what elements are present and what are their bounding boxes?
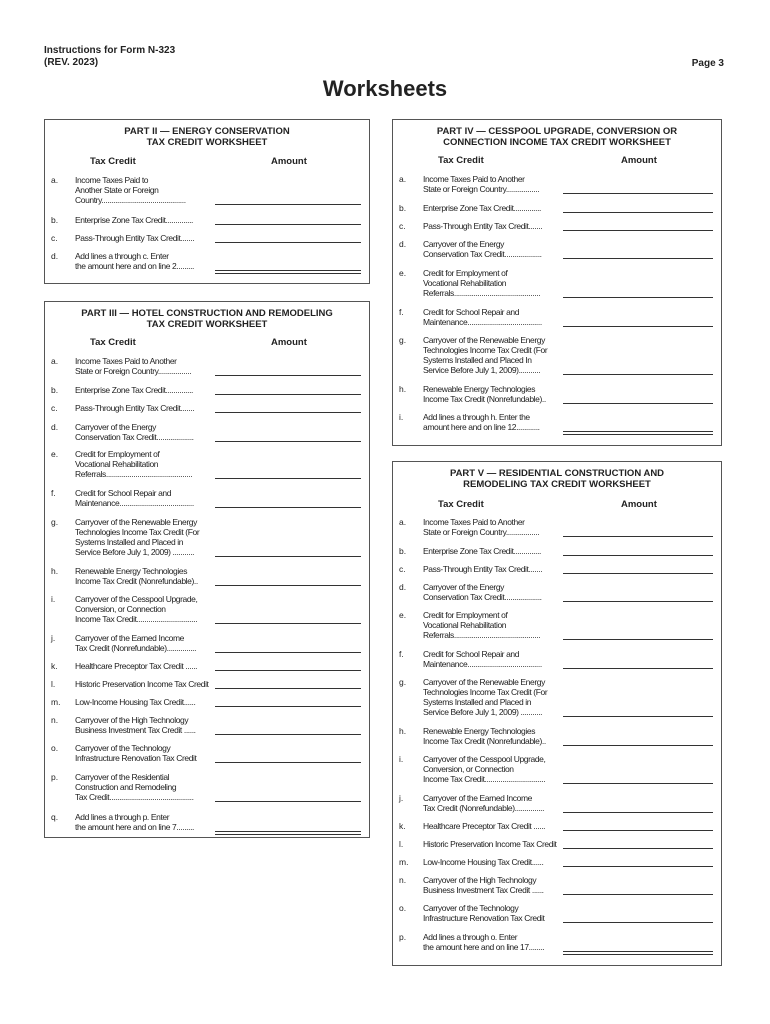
line-description: Low-Income Housing Tax Credit...... <box>423 857 544 867</box>
page-number: Page 3 <box>691 58 724 69</box>
line-letter: i. <box>399 412 404 422</box>
line-letter: a. <box>51 356 59 366</box>
line-letter: p. <box>399 932 407 942</box>
line-letter: b. <box>51 385 59 395</box>
amount-field[interactable] <box>563 866 713 867</box>
amount-field[interactable] <box>563 601 713 602</box>
amount-field[interactable] <box>563 374 713 375</box>
line-description: Historic Preservation Income Tax Credit <box>75 679 209 689</box>
line-letter: a. <box>399 517 407 527</box>
amount-column-header: Amount <box>271 156 307 167</box>
amount-field[interactable] <box>215 801 361 802</box>
line-description: Add lines a through h. Enter the amount here and on line 12............ <box>423 412 540 432</box>
line-letter: p. <box>51 772 59 782</box>
tax-credit-column-header: Tax Credit <box>90 156 136 167</box>
line-letter: c. <box>51 233 58 243</box>
line-description: Carryover of the Energy Conservation Tax Credit................... <box>75 422 194 442</box>
line-letter: i. <box>51 594 56 604</box>
part4-worksheet <box>392 119 722 446</box>
line-description: Carryover of the Earned Income Tax Credit (Nonrefundable)............... <box>75 633 197 653</box>
line-letter: e. <box>399 610 407 620</box>
line-description: Carryover of the Technology Infrastructure Renovation Tax Credit <box>423 903 545 923</box>
line-description: Credit for Employment of Vocational Rehabilitation Referrals............................................ <box>423 610 541 640</box>
line-description: Carryover of the Earned Income Tax Credit (Nonrefundable)............... <box>423 793 545 813</box>
line-letter: b. <box>51 215 59 225</box>
line-description: Healthcare Preceptor Tax Credit ...... <box>75 661 198 671</box>
part3-title: PART III — HOTEL CONSTRUCTION AND REMODELING TAX CREDIT WORKSHEET <box>81 308 333 330</box>
line-description: Credit for Employment of Vocational Rehabilitation Referrals............................................ <box>423 268 541 298</box>
line-letter: g. <box>399 335 407 345</box>
amount-field[interactable] <box>563 297 713 298</box>
part4-title: PART IV — CESSPOOL UPGRADE, CONVERSION OR CONNECTION INCOME TAX CREDIT WORKSHEET <box>436 126 678 148</box>
form-revision: (REV. 2023) <box>44 57 99 68</box>
amount-field[interactable] <box>215 670 361 671</box>
line-description: Renewable Energy Technologies Income Tax Credit (Nonrefundable).. <box>75 566 198 586</box>
part5-worksheet <box>392 461 722 966</box>
line-letter: h. <box>399 384 407 394</box>
amount-field[interactable] <box>563 894 713 895</box>
line-letter: j. <box>399 793 404 803</box>
amount-field[interactable] <box>215 585 361 586</box>
amount-field[interactable] <box>563 922 713 923</box>
amount-field[interactable] <box>563 536 713 537</box>
line-description: Pass-Through Entity Tax Credit....... <box>75 403 195 413</box>
line-description: Enterprise Zone Tax Credit.............. <box>423 203 542 213</box>
line-letter: e. <box>399 268 407 278</box>
amount-field[interactable] <box>563 326 713 327</box>
line-description: Pass-Through Entity Tax Credit....... <box>423 221 543 231</box>
line-description: Carryover of the High Technology Business Investment Tax Credit ...... <box>75 715 196 735</box>
line-letter: m. <box>399 857 409 867</box>
amount-field[interactable] <box>215 441 361 442</box>
part5-title: PART V — RESIDENTIAL CONSTRUCTION AND REMODELING TAX CREDIT WORKSHEET <box>449 468 665 490</box>
line-letter: f. <box>399 649 404 659</box>
line-description: Carryover of the Cesspool Upgrade, Conversion, or Connection Income Tax Credit............................... <box>423 754 546 784</box>
line-description: Carryover of the Residential Construction and Remodeling Tax Credit........................................... <box>75 772 194 802</box>
line-letter: q. <box>51 812 59 822</box>
line-description: Historic Preservation Income Tax Credit <box>423 839 557 849</box>
tax-credit-column-header: Tax Credit <box>90 337 136 348</box>
amount-field[interactable] <box>215 556 361 557</box>
line-letter: c. <box>399 564 406 574</box>
line-letter: n. <box>51 715 59 725</box>
total-amount-field[interactable] <box>563 951 713 955</box>
amount-field[interactable] <box>215 734 361 735</box>
line-letter: c. <box>399 221 406 231</box>
line-description: Carryover of the Renewable Energy Technologies Income Tax Credit (For Systems Installed and Placed In Service Before July 1, 2009)........... <box>423 335 548 375</box>
part2-title: PART II — ENERGY CONSERVATION TAX CREDIT WORKSHEET <box>124 126 290 148</box>
amount-field[interactable] <box>215 706 361 707</box>
line-letter: n. <box>399 875 407 885</box>
line-letter: h. <box>51 566 59 576</box>
line-description: Carryover of the Energy Conservation Tax Credit................... <box>423 239 542 259</box>
line-description: Pass-Through Entity Tax Credit....... <box>423 564 543 574</box>
amount-column-header: Amount <box>621 499 657 510</box>
total-amount-field[interactable] <box>215 831 361 835</box>
line-letter: g. <box>399 677 407 687</box>
line-letter: a. <box>51 175 59 185</box>
amount-field[interactable] <box>563 639 713 640</box>
amount-field[interactable] <box>563 745 713 746</box>
total-amount-field[interactable] <box>215 270 361 274</box>
amount-field[interactable] <box>563 783 713 784</box>
line-description: Income Taxes Paid to Another State or Foreign Country................. <box>423 174 540 194</box>
line-description: Add lines a through c. Enter the amount here and on line 2......... <box>75 251 194 271</box>
amount-column-header: Amount <box>271 337 307 348</box>
line-description: Enterprise Zone Tax Credit.............. <box>75 215 194 225</box>
line-letter: e. <box>51 449 59 459</box>
line-letter: a. <box>399 174 407 184</box>
line-description: Carryover of the Cesspool Upgrade, Conversion, or Connection Income Tax Credit............................... <box>75 594 198 624</box>
line-letter: d. <box>399 582 407 592</box>
line-description: Income Taxes Paid to Another State or Foreign Country................. <box>423 517 540 537</box>
line-letter: d. <box>51 251 59 261</box>
amount-field[interactable] <box>563 668 713 669</box>
amount-field[interactable] <box>215 507 361 508</box>
line-letter: m. <box>51 697 61 707</box>
line-letter: c. <box>51 403 58 413</box>
amount-field[interactable] <box>563 555 713 556</box>
amount-column-header: Amount <box>621 155 657 166</box>
line-description: Carryover of the Technology Infrastructure Renovation Tax Credit <box>75 743 197 763</box>
page-title: Worksheets <box>322 76 448 101</box>
line-letter: f. <box>399 307 404 317</box>
part2-worksheet <box>44 119 370 284</box>
tax-credit-column-header: Tax Credit <box>438 499 484 510</box>
line-letter: k. <box>51 661 58 671</box>
line-description: Renewable Energy Technologies Income Tax Credit (Nonrefundable).. <box>423 726 546 746</box>
total-amount-field[interactable] <box>563 431 713 435</box>
line-letter: l. <box>51 679 56 689</box>
line-description: Income Taxes Paid to Another State or Foreign Country................. <box>75 356 192 376</box>
amount-field[interactable] <box>215 224 361 225</box>
line-description: Carryover of the Renewable Energy Technologies Income Tax Credit (For Systems Installed and Placed in Service Before July 1, 2009) ........... <box>423 677 548 717</box>
line-letter: f. <box>51 488 56 498</box>
amount-field[interactable] <box>563 848 713 849</box>
amount-field[interactable] <box>563 230 713 231</box>
line-description: Enterprise Zone Tax Credit.............. <box>75 385 194 395</box>
amount-field[interactable] <box>563 830 713 831</box>
line-letter: i. <box>399 754 404 764</box>
line-letter: d. <box>51 422 59 432</box>
form-header <box>44 45 175 69</box>
line-letter: h. <box>399 726 407 736</box>
amount-field[interactable] <box>563 812 713 813</box>
form-name: Instructions for Form N-323 <box>44 45 176 56</box>
amount-field[interactable] <box>563 258 713 259</box>
amount-field[interactable] <box>215 623 361 624</box>
amount-field[interactable] <box>215 204 361 205</box>
amount-field[interactable] <box>563 193 713 194</box>
line-description: Enterprise Zone Tax Credit.............. <box>423 546 542 556</box>
line-letter: g. <box>51 517 59 527</box>
amount-field[interactable] <box>215 762 361 763</box>
line-description: Credit for Employment of Vocational Rehabilitation Referrals............................................ <box>75 449 193 479</box>
line-description: Renewable Energy Technologies Income Tax Credit (Nonrefundable).. <box>423 384 546 404</box>
amount-field[interactable] <box>563 573 713 574</box>
amount-field[interactable] <box>215 412 361 413</box>
line-description: Income Taxes Paid to Another State or Foreign Country........................................... <box>75 175 186 205</box>
line-description: Carryover of the Energy Conservation Tax Credit................... <box>423 582 542 602</box>
amount-field[interactable] <box>215 478 361 479</box>
amount-field[interactable] <box>563 212 713 213</box>
line-letter: o. <box>399 903 407 913</box>
line-letter: k. <box>399 821 406 831</box>
amount-field[interactable] <box>215 375 361 376</box>
tax-credit-column-header: Tax Credit <box>438 155 484 166</box>
amount-field[interactable] <box>215 688 361 689</box>
amount-field[interactable] <box>563 403 713 404</box>
amount-field[interactable] <box>563 716 713 717</box>
line-letter: l. <box>399 839 404 849</box>
line-letter: j. <box>51 633 56 643</box>
part3-worksheet <box>44 301 370 838</box>
line-description: Healthcare Preceptor Tax Credit ...... <box>423 821 546 831</box>
line-letter: o. <box>51 743 59 753</box>
amount-field[interactable] <box>215 394 361 395</box>
line-description: Low-Income Housing Tax Credit...... <box>75 697 196 707</box>
line-description: Add lines a through p. Enter the amount here and on line 7......... <box>75 812 194 832</box>
amount-field[interactable] <box>215 652 361 653</box>
line-description: Carryover of the High Technology Business Investment Tax Credit ...... <box>423 875 544 895</box>
line-letter: d. <box>399 239 407 249</box>
line-description: Carryover of the Renewable Energy Technologies Income Tax Credit (For Systems Installed and Placed in Service Before July 1, 2009) ........... <box>75 517 200 557</box>
line-description: Pass-Through Entity Tax Credit....... <box>75 233 195 243</box>
line-description: Credit for School Repair and Maintenance...................................... <box>423 649 542 669</box>
line-description: Credit for School Repair and Maintenance...................................... <box>75 488 194 508</box>
line-letter: b. <box>399 546 407 556</box>
amount-field[interactable] <box>215 242 361 243</box>
line-letter: b. <box>399 203 407 213</box>
line-description: Credit for School Repair and Maintenance...................................... <box>423 307 542 327</box>
line-description: Add lines a through o. Enter the amount here and on line 17........ <box>423 932 545 952</box>
